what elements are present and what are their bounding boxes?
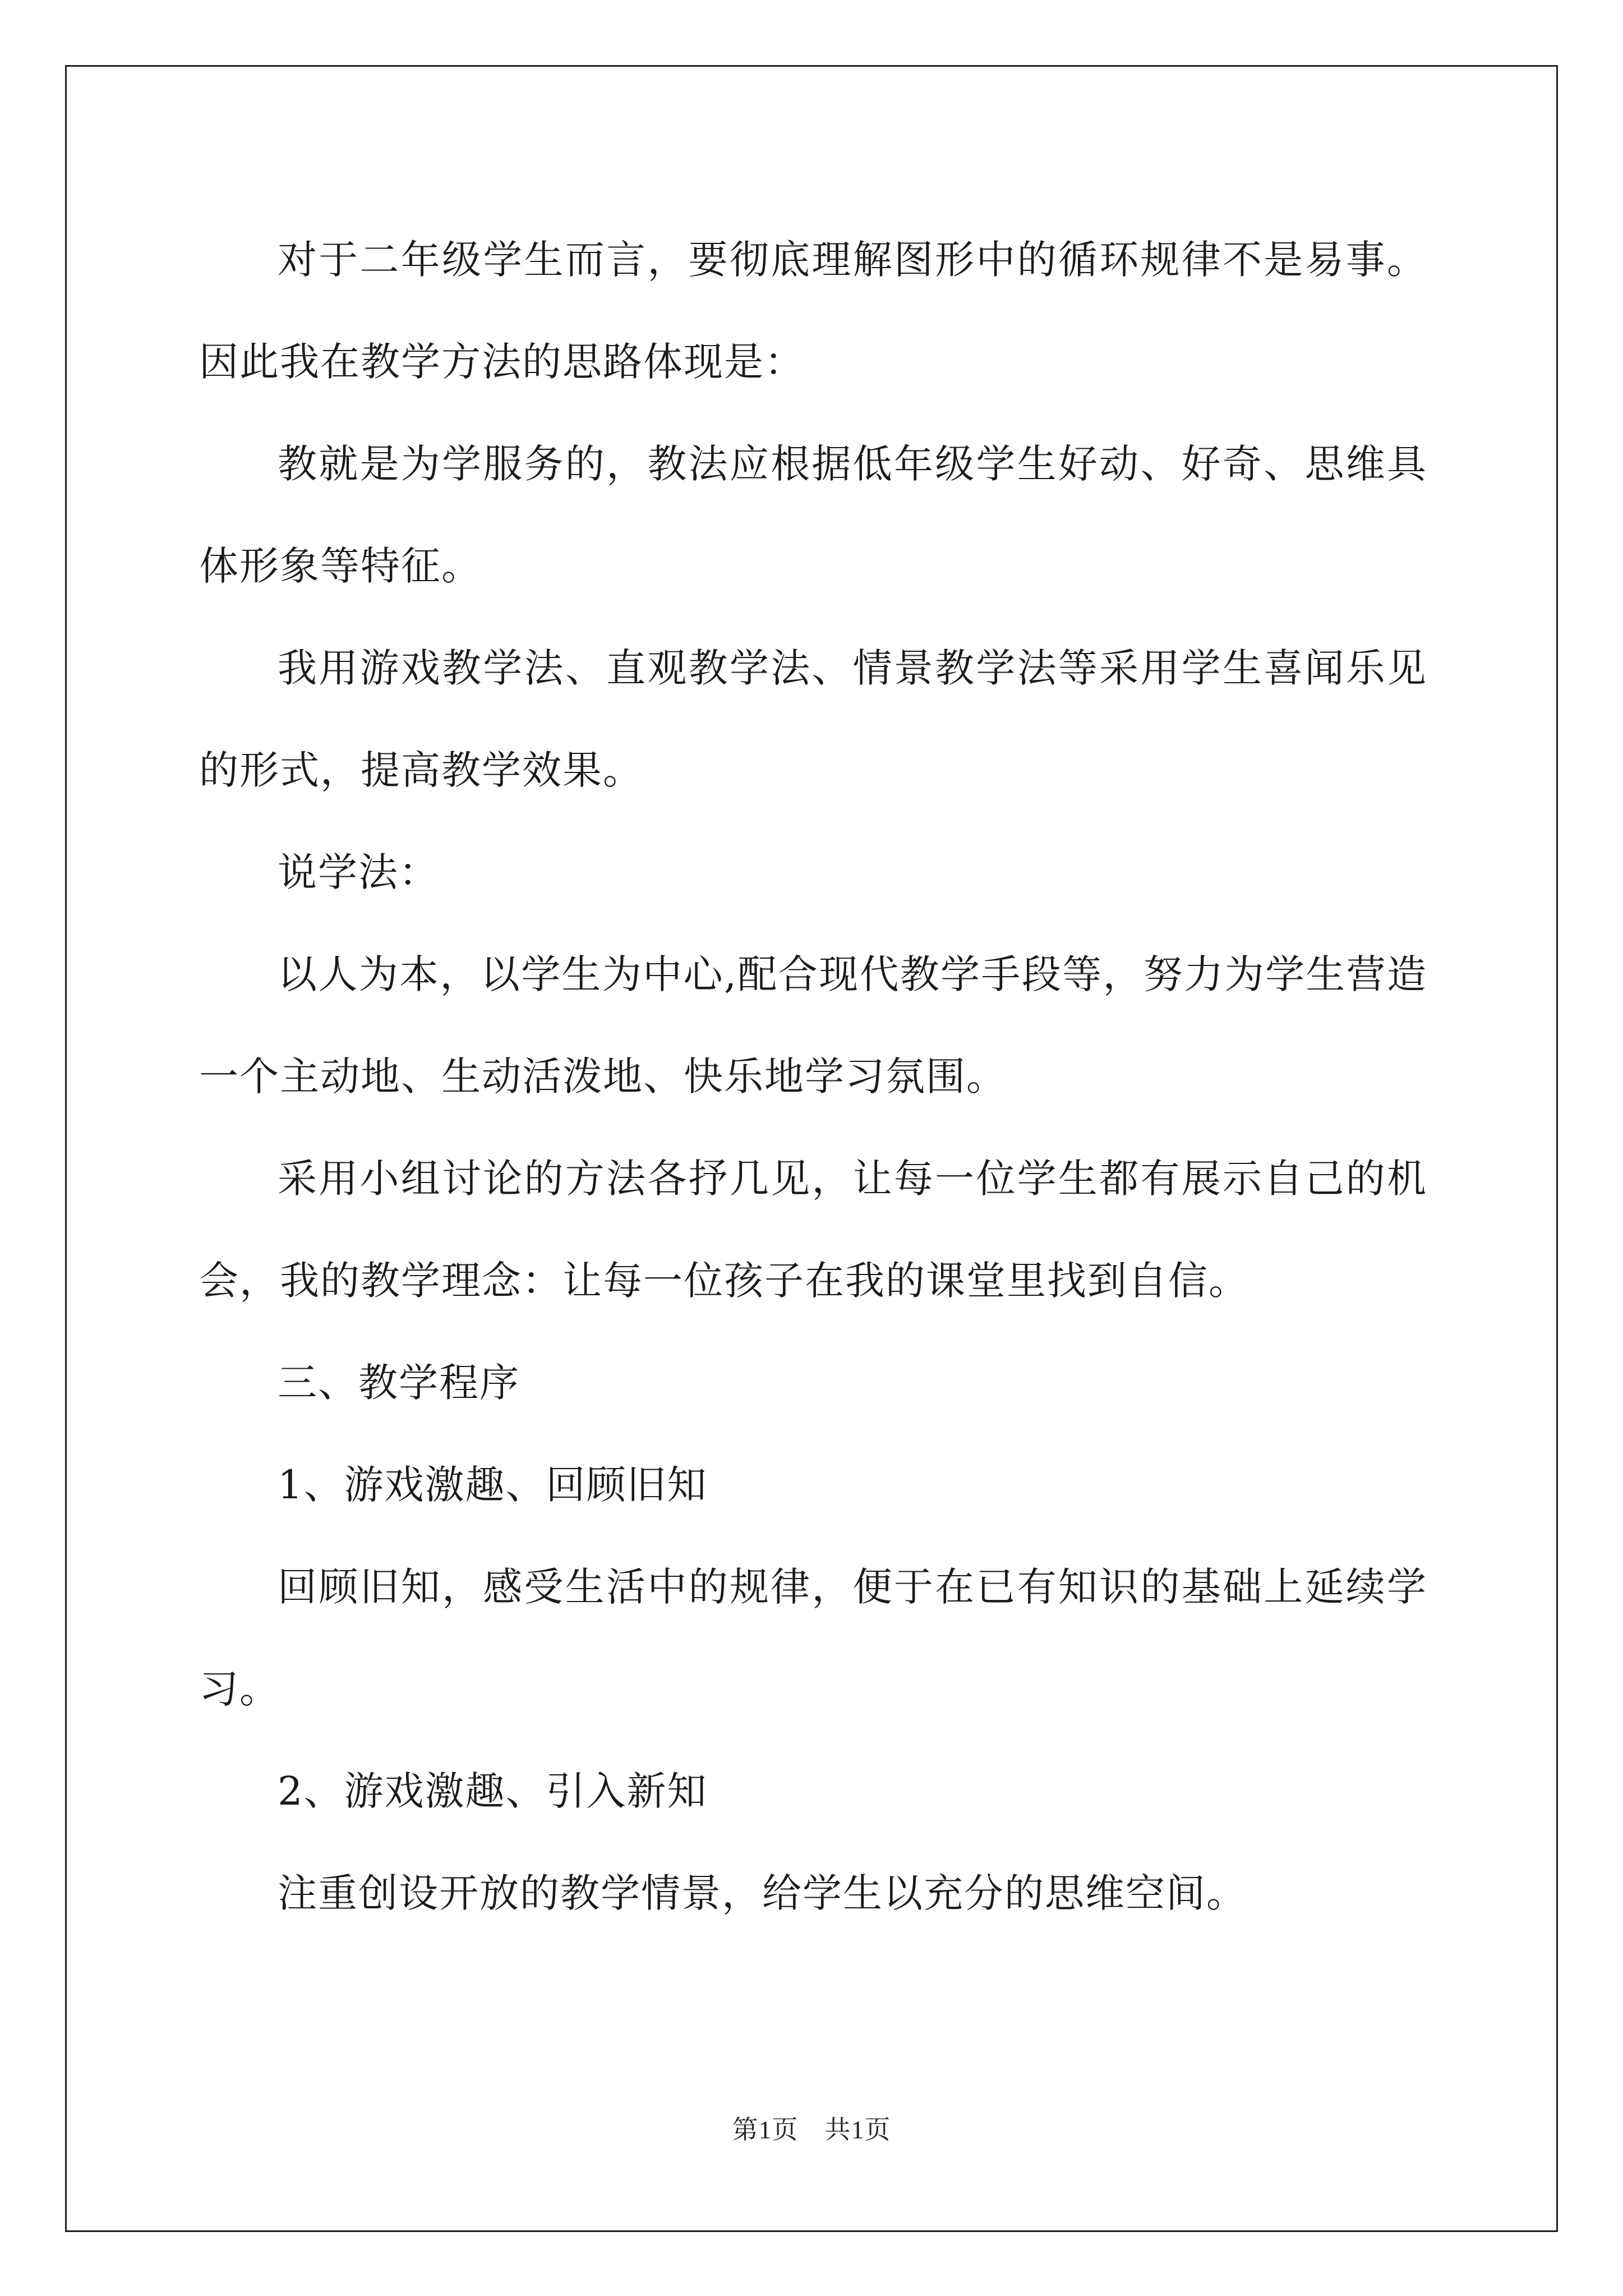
document-body: [199, 209, 1427, 1944]
page-number-footer: 第1页 共1页: [732, 2115, 891, 2144]
paragraph: 教就是为学服务的，教法应根据低年级学生好动、好奇、思维具体形象等特征。: [199, 441, 1427, 589]
paragraph: 回顾旧知，感受生活中的规律，便于在已有知识的基础上延续学习。: [199, 1564, 1427, 1712]
paragraph: 注重创设开放的教学情景，给学生以充分的思维空间。: [278, 1870, 1247, 1916]
section-heading: 三、教学程序: [278, 1360, 520, 1406]
paragraph: 我用游戏教学法、直观教学法、情景教学法等采用学生喜闻乐见的形式，提高教学效果。: [199, 645, 1427, 793]
paragraph: 说学法：: [278, 849, 439, 895]
subsection-heading: 1、游戏激趣、回顾旧知: [278, 1462, 708, 1508]
subsection-heading: 2、游戏激趣、引入新知: [278, 1768, 708, 1814]
paragraph: 以人为本，以学生为中心,配合现代教学手段等，努力为学生营造一个主动地、生动活泼地、快乐地学习氛围。: [199, 951, 1427, 1099]
paragraph: 对于二年级学生而言，要彻底理解图形中的循环规律不是易事。因此我在教学方法的思路体现是：: [199, 237, 1427, 385]
paragraph: 采用小组讨论的方法各抒几见，让每一位学生都有展示自己的机会，我的教学理念：让每一位孩子在我的课堂里找到自信。: [199, 1156, 1427, 1304]
